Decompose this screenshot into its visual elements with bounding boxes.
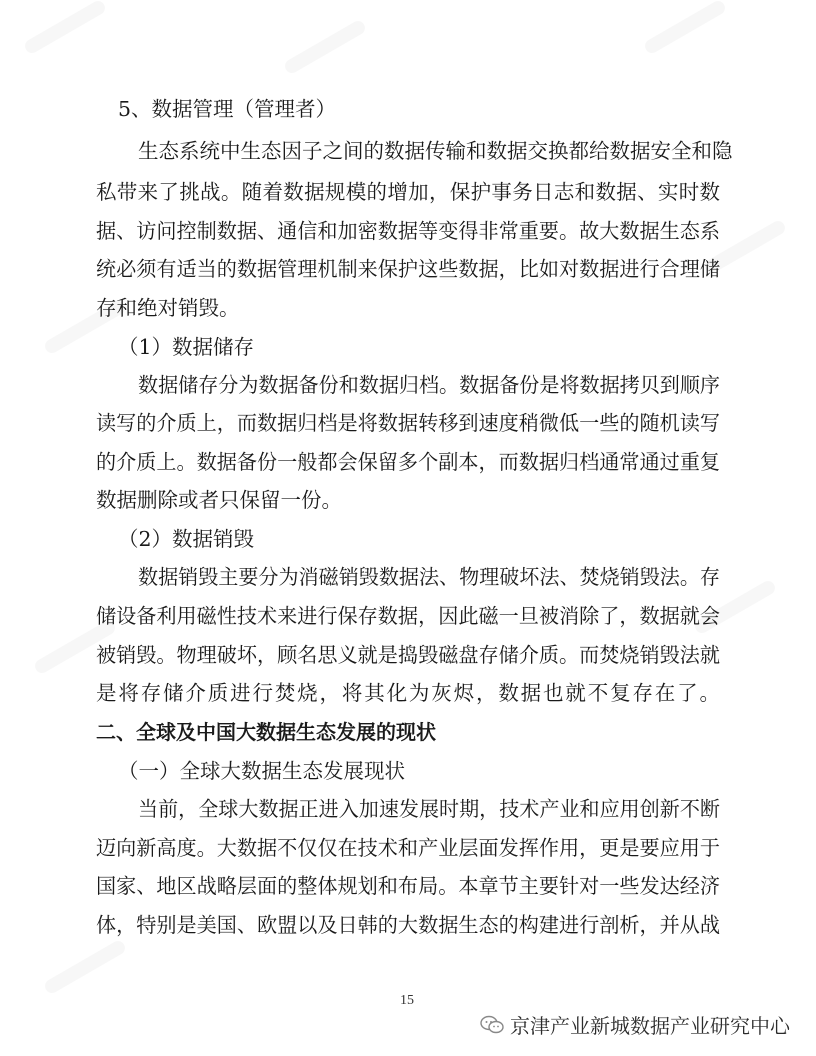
paragraph-line: 国家、地区战略层面的整体规划和布局。本章节主要针对一些发达经济 bbox=[96, 874, 720, 898]
subsection-heading: （1）数据储存 bbox=[118, 335, 255, 359]
paragraph-line: 储设备利用磁性技术来进行保存数据，因此磁一旦被消除了，数据就会 bbox=[96, 604, 720, 628]
watermark bbox=[643, 0, 728, 56]
footer-brand bbox=[480, 1010, 790, 1039]
watermark bbox=[43, 938, 128, 995]
section-heading: 5、数据管理（管理者） bbox=[118, 97, 337, 121]
paragraph-line: 读写的介质上，而数据归档是将数据转移到速度稍微低一些的随机读写 bbox=[96, 411, 720, 435]
paragraph-line: 体，特别是美国、欧盟以及日韩的大数据生态的构建进行剖析，并从战 bbox=[96, 913, 720, 937]
paragraph-line: 当前，全球大数据正进入加速发展时期，技术产业和应用创新不断 bbox=[138, 797, 720, 821]
paragraph-line: 数据销毁主要分为消磁销毁数据法、物理破坏法、焚烧销毁法。存 bbox=[138, 565, 720, 589]
paragraph-line: 数据删除或者只保留一份。 bbox=[96, 488, 342, 512]
paragraph-line: 被销毁。物理破坏，顾名思义就是捣毁磁盘存储介质。而焚烧销毁法就 bbox=[96, 643, 720, 667]
paragraph-line: 私带来了挑战。随着数据规模的增加，保护事务日志和数据、实时数 bbox=[96, 180, 721, 204]
paragraph-line: 的介质上。数据备份一般都会保留多个副本，而数据归档通常通过重复 bbox=[96, 450, 720, 474]
watermark bbox=[23, 0, 108, 56]
wechat-icon bbox=[480, 1015, 504, 1035]
subsection-heading: （一）全球大数据生态发展现状 bbox=[118, 759, 405, 783]
watermark bbox=[283, 18, 368, 75]
paragraph-line: 是将存储介质进行焚烧，将其化为灰烬，数据也就不复存在了。 bbox=[96, 681, 722, 705]
paragraph-line: 据、访问控制数据、通信和加密数据等变得非常重要。故大数据生态系 bbox=[96, 219, 720, 243]
paragraph-line: 迈向新高度。大数据不仅仅在技术和产业层面发挥作用，更是要应用于 bbox=[96, 836, 720, 860]
paragraph-line: 存和绝对销毁。 bbox=[96, 296, 240, 320]
subsection-heading: （2）数据销毁 bbox=[118, 527, 255, 551]
paragraph-line: 统必须有适当的数据管理机制来保护这些数据，比如对数据进行合理储 bbox=[96, 257, 720, 281]
chapter-heading: 二、全球及中国大数据生态发展的现状 bbox=[96, 720, 436, 744]
paragraph-line: 生态系统中生态因子之间的数据传输和数据交换都给数据安全和隐 bbox=[138, 139, 733, 163]
page-number: 15 bbox=[400, 993, 414, 1008]
footer-brand-label: 京津产业新城数据产业研究中心 bbox=[510, 1014, 790, 1038]
paragraph-line: 数据储存分为数据备份和数据归档。数据备份是将数据拷贝到顺序 bbox=[138, 373, 720, 397]
